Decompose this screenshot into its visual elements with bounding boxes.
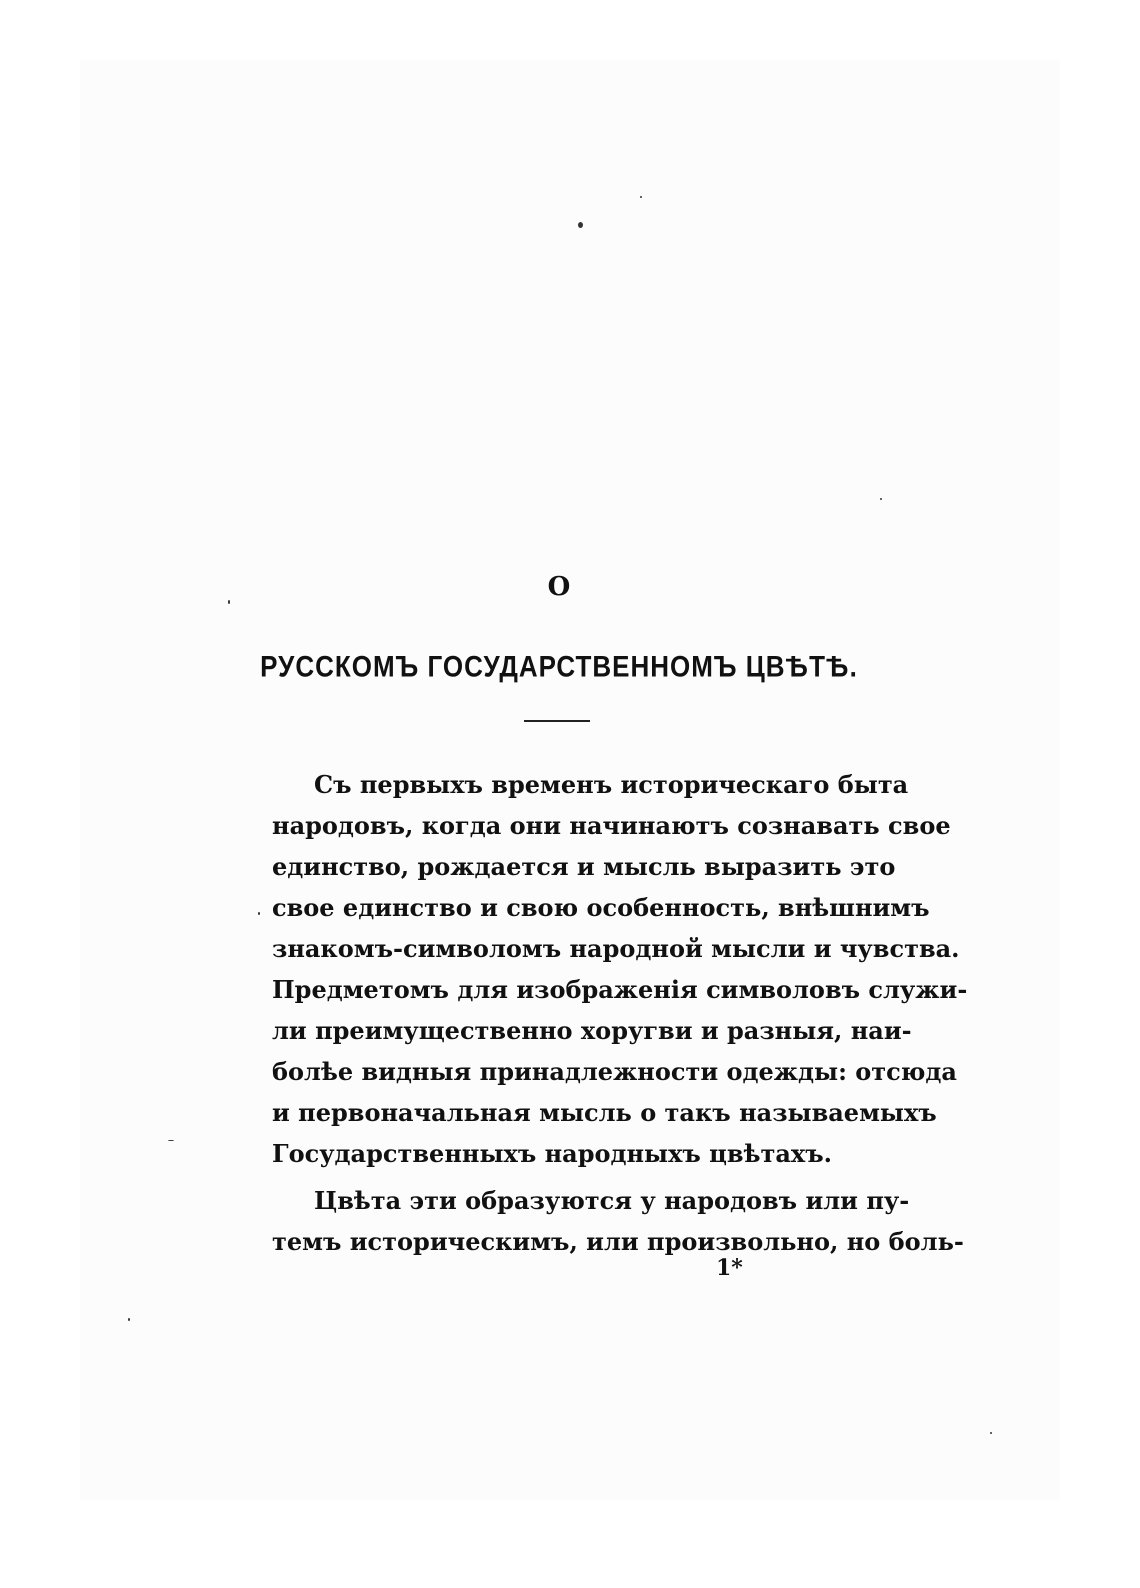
paragraph xyxy=(272,1180,964,1262)
text-line: Предметомъ для изображенія символовъ служи- xyxy=(272,975,968,1004)
text-line: Съ первыхъ временъ историческаго быта xyxy=(314,770,909,799)
text-line: Государственныхъ народныхъ цвѣтахъ. xyxy=(272,1139,832,1168)
scan-speck xyxy=(880,498,882,500)
scan-speck xyxy=(990,1432,992,1434)
body-text xyxy=(272,764,968,1262)
text-line: знакомъ-символомъ народной мысли и чувства. xyxy=(272,934,960,963)
text-line: темъ историческимъ, или произвольно, но боль- xyxy=(272,1227,964,1256)
page-title: РУССКОМЪ ГОСУДАРСТВЕННОМЪ ЦВѢТѢ. xyxy=(260,648,858,684)
scan-speck xyxy=(640,196,642,198)
title-divider xyxy=(524,720,590,722)
heading-preposition: О xyxy=(547,572,571,602)
scan-speck xyxy=(258,912,260,915)
text-line: болѣе видныя принадлежности одежды: отсюда xyxy=(272,1057,957,1086)
scan-speck xyxy=(578,222,583,228)
text-line: Цвѣта эти образуются у народовъ или пу- xyxy=(314,1186,910,1215)
text-line: единство, рождается и мысль выразить это xyxy=(272,852,896,881)
text-line: свое единство и свою особенность, внѣшнимъ xyxy=(272,893,930,922)
scan-speck xyxy=(168,1140,174,1141)
text-line: ли преимущественно хоругви и разныя, наи- xyxy=(272,1016,912,1045)
page-number: 1* xyxy=(716,1255,743,1281)
paragraph xyxy=(272,764,968,1174)
scan-speck xyxy=(128,1318,130,1321)
text-line: народовъ, когда они начинаютъ сознавать свое xyxy=(272,811,951,840)
text-line: и первоначальная мысль о такъ называемыхъ xyxy=(272,1098,937,1127)
